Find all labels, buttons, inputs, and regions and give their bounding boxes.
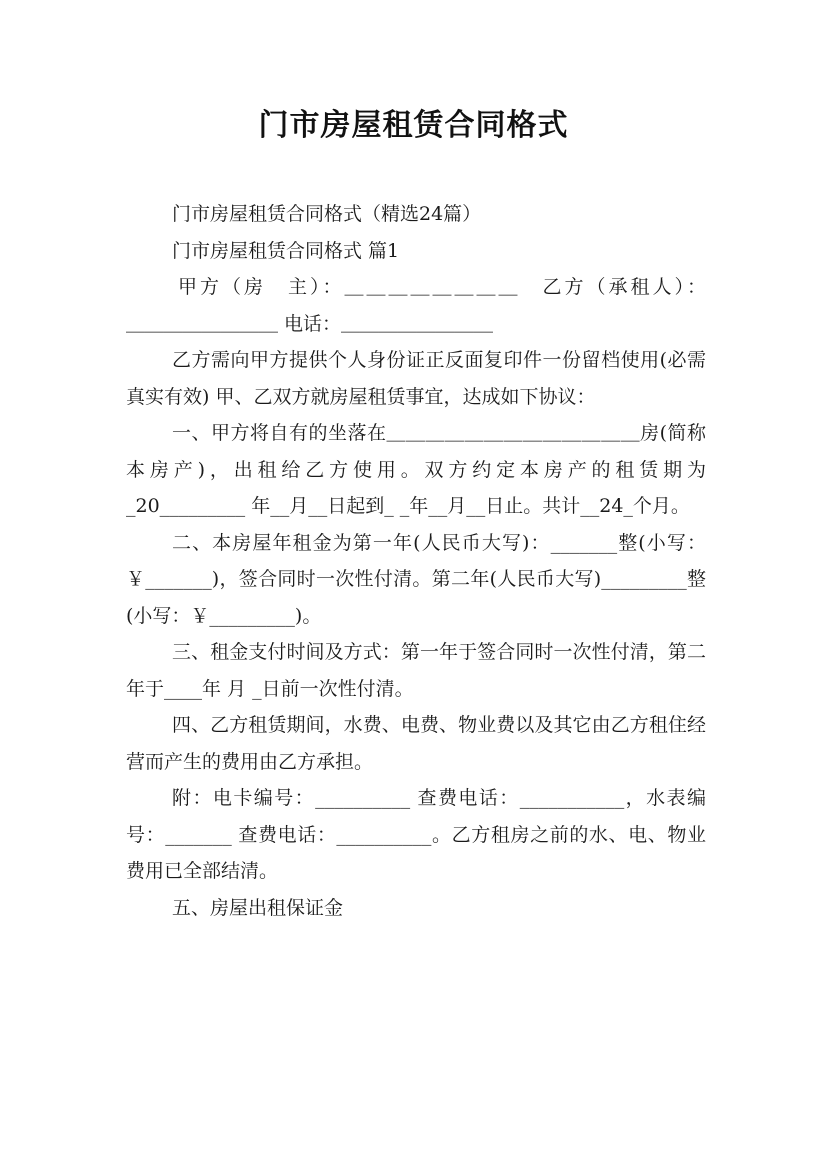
- paragraph-phone: ＿＿＿＿＿＿＿＿ 电话：＿＿＿＿＿＿＿＿: [126, 312, 494, 335]
- paragraph-id-requirement: 乙方需向甲方提供个人身份证正反面复印件一份留档使用(必需真实有效) 甲、乙双方就房屋租赁事宜，达成如下协议：: [126, 349, 706, 408]
- document-title: 门市房屋租赁合同格式: [258, 108, 569, 143]
- paragraph-clause-4: 四、乙方租赁期间，水费、电费、物业费以及其它由乙方租住经营而产生的费用由乙方承担。: [126, 714, 706, 773]
- document-body: [126, 196, 706, 926]
- paragraph-subtitle: 门市房屋租赁合同格式（精选24篇）: [172, 203, 482, 225]
- paragraph-clause-2: 二、本房屋年租金为第一年(人民币大写)：_______整(小写：￥_______)，签合同时一次性付清。第二年(人民币大写)_________整(小写：￥_________)。: [126, 531, 706, 627]
- paragraph-section-heading: 门市房屋租赁合同格式 篇1: [172, 239, 400, 262]
- paragraph-clause-5: 五、房屋出租保证金: [172, 896, 344, 919]
- paragraph-parties: 甲方（房 主）：＿＿＿＿＿＿＿＿ 乙方（承租人）：: [178, 276, 706, 298]
- paragraph-attachment: 附：电卡编号：__________ 查费电话：___________，水表编号：_______ 查费电话：__________。乙方租房之前的水、电、物业费用已全部结清。: [126, 787, 706, 882]
- paragraph-clause-1: 一、甲方将自有的坐落在＿＿＿＿＿＿＿＿＿＿＿＿＿房(简称本房产)，出租给乙方使用。双方约定本房产的租赁期为_20_________ 年__月__日起到_ _年__月__日止。共计__24_个月。: [126, 422, 706, 517]
- paragraph-clause-3: 三、租金支付时间及方式：第一年于签合同时一次性付清，第二年于____年 月 _日前一次性付清。: [126, 641, 706, 700]
